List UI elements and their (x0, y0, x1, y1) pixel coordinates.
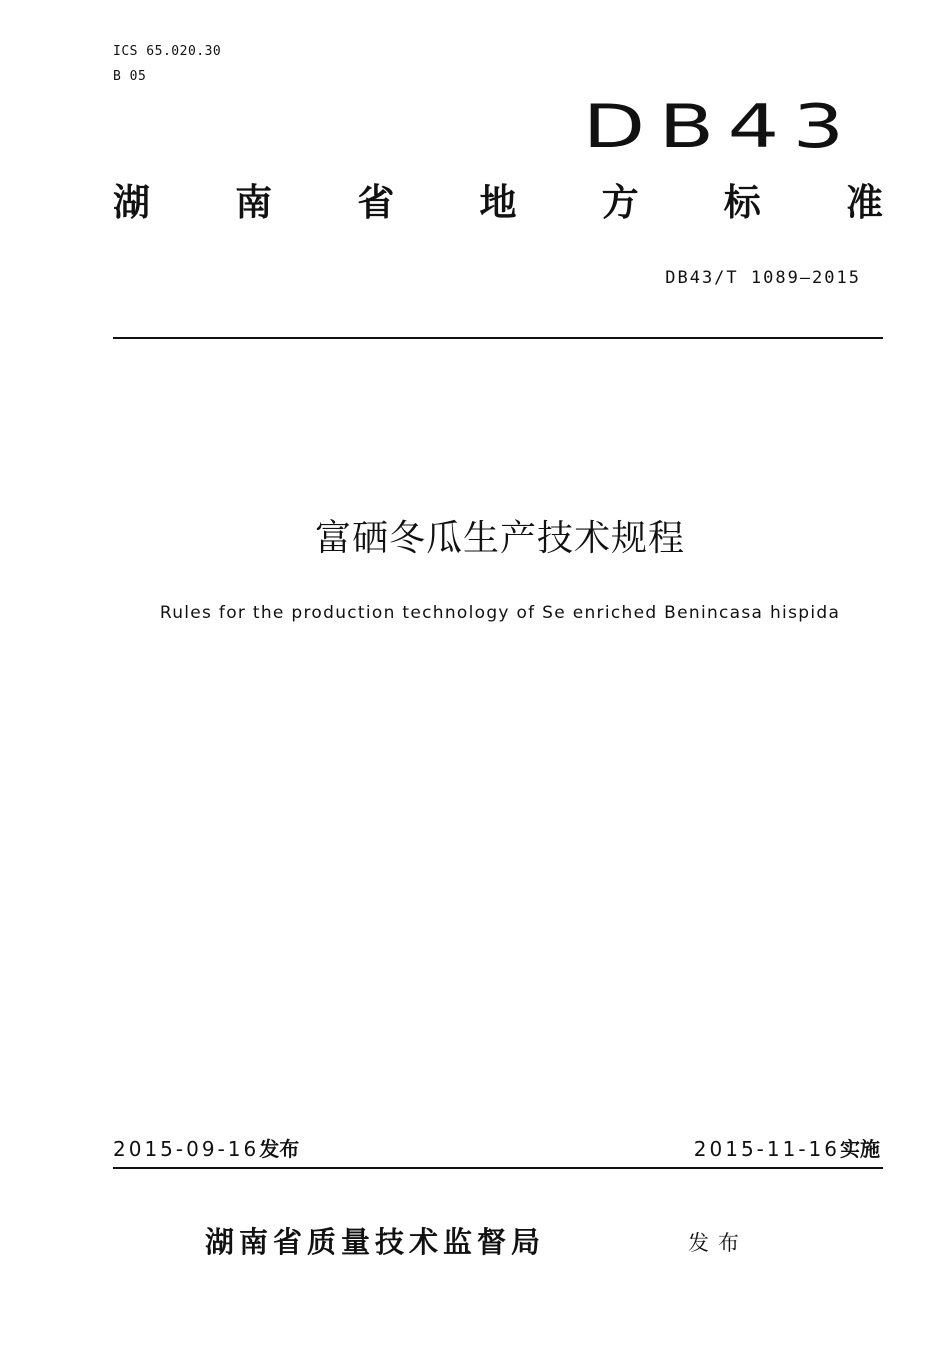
publisher-name: 湖南省质量技术监督局 (205, 1225, 546, 1259)
top-divider (113, 337, 883, 339)
standard-type-char: 省 (357, 181, 395, 224)
standard-logo: DB43 (582, 92, 858, 162)
standard-type-heading (113, 180, 883, 226)
standard-type-char: 南 (235, 181, 273, 224)
issue-date: 2015-09-16 (113, 1137, 260, 1161)
standard-type-char: 准 (845, 181, 883, 224)
ccs-code: B 05 (113, 69, 147, 84)
document-title-english: Rules for the production technology of Se enriched Benincasa hispida (159, 603, 841, 623)
standard-type-char: 湖 (113, 181, 150, 224)
standard-number: DB43/T 1089—2015 (665, 268, 861, 288)
implementation-date-line (694, 1135, 880, 1163)
standard-type-char: 标 (723, 181, 761, 224)
bottom-divider (113, 1167, 883, 1169)
standard-type-char: 方 (601, 181, 639, 224)
issue-label: 发布 (259, 1137, 300, 1161)
implementation-label: 实施 (840, 1137, 880, 1161)
ics-code: ICS 65.020.30 (113, 44, 222, 59)
document-title-chinese: 富硒冬瓜生产技术规程 (314, 518, 685, 559)
issue-date-line (113, 1135, 299, 1163)
publish-label: 发布 (688, 1231, 748, 1255)
standard-type-char: 地 (479, 181, 517, 224)
implementation-date: 2015-11-16 (693, 1137, 840, 1161)
